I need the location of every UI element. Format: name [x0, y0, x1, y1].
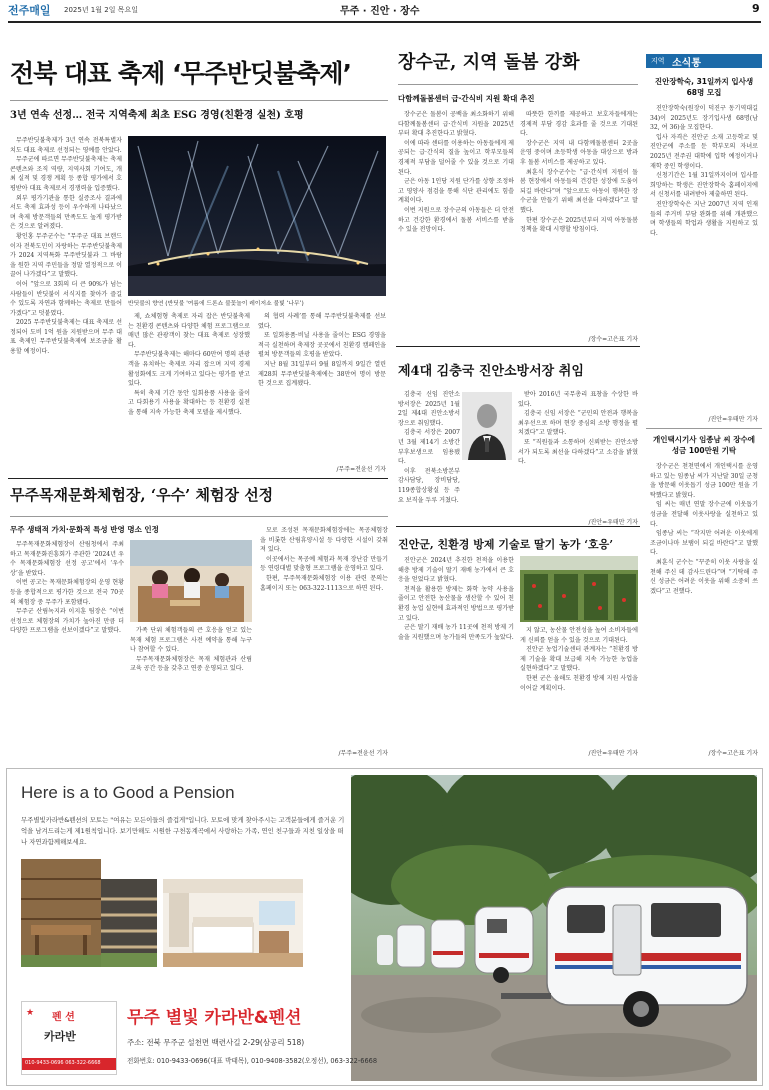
divider	[10, 100, 388, 101]
sidebar-tag-bar	[646, 54, 762, 68]
eco-column-3: 모로 조성된 목재문화체험장에는 목공체험장을 비롯한 산림휴양시설 등 다양한 시설이 갖춰져 있다. 이곳에서는 목공예 체험과 목재 장난감 만들기 등 연령대별 맞춤형 프로그램을 운영하고 있다. 한편, 무주목재문화체험장 이용 관련 문의는 홈페이지 또는 063-322-1113으로 하면 된다.	[260, 527, 388, 592]
festival-photo	[128, 136, 386, 296]
ad-heading: Here is a to Good a Pension	[21, 783, 235, 802]
lead-subhead: 3년 연속 선정… 전국 지역축제 최초 ESG 경영(친환경 실천) 호평	[10, 110, 304, 121]
sidebar-tag: 지역	[651, 57, 665, 65]
welfare-headline: 장수군, 지역 돌봄 강화	[398, 52, 580, 73]
sidebar-item2-byline: /장수=고은표 기자	[708, 750, 758, 757]
caravan-photo	[351, 775, 757, 1081]
lead-column-1: 무주반딧불축제가 3년 연속 전북특별자치도 대표 축제로 선정되는 영예를 안았다. 무주군에 따르면 무주반딧불축제는 축제 콘텐츠와 조직 역량, 지역사회 기여도, 개최 실적 및 경쟁 계획 등 종합 평가에서 호평받아 대표 축제로서 경쟁력을 입증했다. 외부 평가기관을 통한 실증조사 결과에서도 축제 효과성 등이 우수하게 나타났으며 축제 방문객들의 만족도도 높게 평가받은 것으로 알려졌다. 황인홍 무주군수는 “무주군 대표 브랜드이자 전북도민이 자랑하는 무주반딧불축제가 2024 지역특화 무주반딧불과 그 바람을 원한 지역 주민들을 정말 열정적으로 이끌어 나가겠다”고 말했다. 이어 “앞으로 3회의 더 큰 90%가 넘는 사람들이 반딧불이 서식지를 찾아가 즐길 수 있도록 자연과 함께하는 축제로 만들어 가겠다”고 덧붙였다. 2025 무주반딧불축제는 대표 축제로 선정되어 도비 1억 원을 지원받으며 무주 대표 축제인 무주반딧불축제에 보조금을 활용할 예정이다.	[10, 137, 122, 356]
logo-phone-bar	[22, 1058, 116, 1070]
strawberry-farm-photo	[520, 556, 638, 622]
fire-chief-portrait	[462, 392, 512, 460]
lead-column-3: 의 협력 사례’를 통해 무주반딧불축제를 선보였다. 또 일회용품·비닐 사용을 줄이는 ESG 경영을 적극 실천하며 축제장 곳곳에서 친환경 캠페인을 펼쳐 방문객들의 호평을 받았다. 지난 8월 31일부터 9월 8일까지 9일간 열린 제28회 무주반딧불축제에는 38만여 명이 방문한 것으로 집계됐다.	[258, 313, 386, 388]
fire-byline: /진안=우태만 기자	[588, 519, 638, 526]
lead-headline: 전북 대표 축제 ‘무주반딧불축제’	[10, 59, 352, 88]
farm-headline: 진안군, 친환경 방제 기술로 딸기 농가 ‘호응’	[398, 538, 614, 551]
lead-byline: /무주=전윤선 기자	[336, 466, 386, 473]
issue-date: 2025년 1월 2일 목요일	[64, 6, 138, 14]
welfare-column-1: 장수군은 돌봄이 공백을 최소화하기 위해 다함께돌봄센터 급·간식비 지원을 2025년부터 확대 추진한다고 밝혔다. 이에 따라 센터를 이용하는 아동들에게 제공되는 급·간식의 질을 높이고 학부모들의 경제적 부담을 덜어줄 수 있을 것으로 기대된다. 군은 아동 1인당 지원 단가를 상향 조정하고 영양사 점검을 통해 식단 관리에도 힘쓸 계획이다. 이번 지원으로 장수군의 아동들은 더 안전하고 건강한 환경에서 돌봄 서비스를 받을 수 있을 전망이다.	[398, 111, 514, 234]
lead-bottom-rule	[8, 478, 388, 479]
fire-column-2: 받아 2016년 국무총리 표창을 수상한 바 있다. 김충국 신임 서장은 “군민의 안전과 행복을 최우선으로 하며 현장 중심의 소방 행정을 펼치겠다”고 말했다. 또 “직원들과 소통하며 신뢰받는 진안소방서가 되도록 최선을 다하겠다”고 소감을 밝혔다.	[518, 391, 638, 466]
logo-phone: 010-9433-0696 063-322-6668	[25, 1060, 101, 1066]
ad-logo	[21, 1001, 117, 1075]
sidebar-title: 소식통	[672, 58, 701, 69]
pension-ad	[6, 768, 763, 1086]
eco-column-2: 가족 단위 체험객들의 큰 호응을 얻고 있는 목재 체험 프로그램은 사전 예약을 통해 누구나 참여할 수 있다. 무주목재문화체험장은 목재 체험관과 산림 교육 공간 등을 갖추고 연중 운영되고 있다.	[130, 627, 252, 673]
masthead-rule	[8, 21, 761, 23]
sidebar-item1-body: 진안장학숙(원장이 덕진구 동기역대길 34)이 2025년도 장기입사생 68명(남 32, 여 36)을 모집한다. 입사 자격은 진안군 소재 고등학교 및 진안군에 주소를 둔 학부모의 자녀로 2025년 전주권 대학에 입학 예정이거나 재학 중인 학생이다. 신청기간은 1월 31일까지이며 입사를 희망하는 학생은 진안장학숙 홈페이지에서 신청서를 내려받아 제출하면 된다. 진안장학숙은 지난 2007년 지역 인재들의 주거비 부담 완화를 위해 개관했으며 학생들의 학업과 생활을 지원하고 있다.	[650, 105, 758, 237]
divider	[398, 84, 638, 85]
welfare-bottom-rule	[396, 346, 640, 347]
lead-column-2: 제, 쇼체험형 축제로 자리 잡은 반딧불축제는 친환경 콘텐츠와 다양한 체험 프로그램으로 매년 많은 관광객이 찾는 대표 축제로 성장했다. 무주반딧불축제는 해마다 60만여 명의 관광객을 유치하는 축제로 자리 잡으며 지역 경제 활성화에도 크게 기여하고 있다는 평가를 받고 있다. 특히 축제 기간 동안 일회용품 사용을 줄이고 다회용기 사용을 확대하는 등 친환경 실천을 통해 지속 가능한 축제 모델을 제시했다.	[128, 313, 250, 416]
paper-name: 전주매일	[8, 4, 51, 17]
logo-line1: 펜 션	[52, 1012, 75, 1023]
ad-business-name: 무주 별빛 카라반&펜션	[127, 1008, 302, 1028]
fire-headline: 제4대 김충국 진안소방서장 취임	[398, 364, 584, 379]
sidebar-item1-headline: 진안장학숙, 31일까지 입사생 68명 모집	[654, 77, 754, 97]
wood-deck-photo	[101, 879, 157, 967]
section-name: 무주 · 진안 · 장수	[340, 6, 420, 17]
eco-column-1: 무주목재문화체험장이 산림청에서 주최하고 목재문화진흥회가 주관한 ‘2024년 우수 목재문화체험장 선정 공고’에서 ‘우수상’을 받았다. 이번 공고는 목재문화체험장의 운영 현황 등을 종합적으로 평가한 것으로 전국 70곳의 체험장 중 무주가 포함됐다. 무주군 산림녹지과 이지훈 팀장은 “이번 선정으로 체험장의 가치가 높아진 만큼 더 다양한 프로그램을 선보이겠다”고 말했다.	[10, 541, 124, 635]
divider	[646, 428, 762, 429]
page-number: 9	[752, 2, 760, 15]
welfare-column-2: 따뜻한 한끼를 제공하고 보호자들에게는 경제적 부담 경감 효과를 줄 것으로 기대된다. 장수군은 지역 내 다함께돌봄센터 2곳을 운영 중이며 초등학생 아동을 대상으로 방과 후 돌봄 서비스를 제공하고 있다. 최훈식 장수군수는 “급·간식비 지원이 돌봄 현장에서 아동들의 건강한 성장에 도움이 되길 바란다”며 “앞으로도 아동이 행복한 장수군을 만들기 위해 최선을 다하겠다”고 말했다. 한편 장수군은 2025년부터 지역 아동돌봄 정책을 확대 시행할 방침이다.	[520, 111, 638, 234]
eco-subhead: 무주 생태적 가치·문화적 특성 반영 명소 인정	[10, 525, 159, 534]
eco-headline: 무주목재문화체험장, ‘우수’ 체험장 선정	[10, 486, 274, 504]
sidebar-item2-body: 장수군은 천천면에서 개인택시를 운영하고 있는 임종남 씨가 지난달 30일 군청을 방문해 이웃돕기 성금 100만 원을 기탁했다고 밝혔다. 임 씨는 매년 연말 장수군에 이웃돕기 성금을 전달해 이웃사랑을 실천하고 있다. 임종남 씨는 “작지만 어려운 이웃에게 조금이나마 보탬이 되길 바란다”고 말했다. 최훈식 군수는 “꾸준히 이웃 사랑을 실천해 주신 데 감사드린다”며 “기탁해 주신 성금은 어려운 이웃을 위해 소중히 쓰겠다”고 전했다.	[650, 463, 758, 595]
farm-column-2: 지 않고, 농산물 안전성을 높여 소비자들에게 신뢰를 얻을 수 있을 것으로 기대된다. 진안군 농업기술센터 관계자는 “친환경 방제 기술을 확대 보급해 지속 가능한 농업을 실현하겠다”고 말했다. 한편 군은 올해도 친환경 방제 지원 사업을 이어갈 계획이다.	[520, 627, 638, 692]
cabin-photo	[21, 859, 101, 967]
masthead	[0, 0, 769, 22]
wood-class-photo	[130, 540, 252, 622]
welfare-byline: /장수=고은표 기자	[588, 336, 638, 343]
sidebar-item1-byline: /진안=우태만 기자	[708, 416, 758, 423]
welfare-subhead: 다함께돌봄센터 급·간식비 지원 확대 추진	[398, 94, 535, 103]
fire-column-1: 김충국 신임 진안소방서장은 2025년 1월 2일 제4대 진안소방서장으로 취임했다. 김충국 서장은 2007년 3월 제14기 소방간부후보생으로 임용됐다. 이후 전북소방본부 감사담당, 장비담당, 119종합상황실 등 주요 보직을 두루 거쳤다.	[398, 391, 460, 504]
ad-phone: 전화번호: 010-9433-0696(대표 박태목), 010-9408-3582(오정선), 063-322-6668	[127, 1057, 378, 1065]
sidebar	[646, 54, 762, 762]
ad-copy: 무주별빛카라반&펜션의 모토는 "여유는 모든이들의 즐겁게"입니다. 모토에 맞게 찾아주시는 고객분들에게 즐거운 기억을 남겨드리는게 제1원칙입니다. 보기만해도 시원한 구천동계곡에서 사랑하는 가족, 연인 친구들과 지친 일상을 떠나 자연과함께해보세요.	[21, 816, 345, 846]
eco-byline: /무주=전윤선 기자	[338, 750, 388, 757]
bedroom-photo	[163, 879, 303, 967]
photo-caption: 반딧불의 향연 (반딧불 '여름에 드론쇼 불꽃놀이 레이저쇼 불빛 ‘나무’)	[128, 301, 304, 307]
farm-byline: /진안=우태만 기자	[588, 750, 638, 757]
farm-top-rule	[396, 526, 640, 527]
logo-brand-mark: ★	[26, 1008, 35, 1018]
sidebar-item2-headline: 개인택시기사 임종남 씨 장수에 성금 100만원 기탁	[652, 435, 756, 455]
ad-address: 주소: 전북 무주군 설천면 백련사길 2-29(삼공리 518)	[127, 1038, 305, 1047]
logo-line2: 카라반	[44, 1030, 76, 1043]
divider	[10, 516, 388, 517]
farm-column-1: 진안군은 2024년 추진한 천적을 이용한 해충 방제 기술이 딸기 재배 농가에서 큰 호응을 얻었다고 밝혔다. 천적을 활용한 방제는 화학 농약 사용을 줄이고 안전한 농산물을 생산할 수 있어 친환경 농업 실현에 효과적인 방법으로 평가받고 있다. 군은 딸기 재배 농가 11곳에 천적 방제 기술을 지원했으며 농가들의 만족도가 높았다.	[398, 557, 514, 641]
